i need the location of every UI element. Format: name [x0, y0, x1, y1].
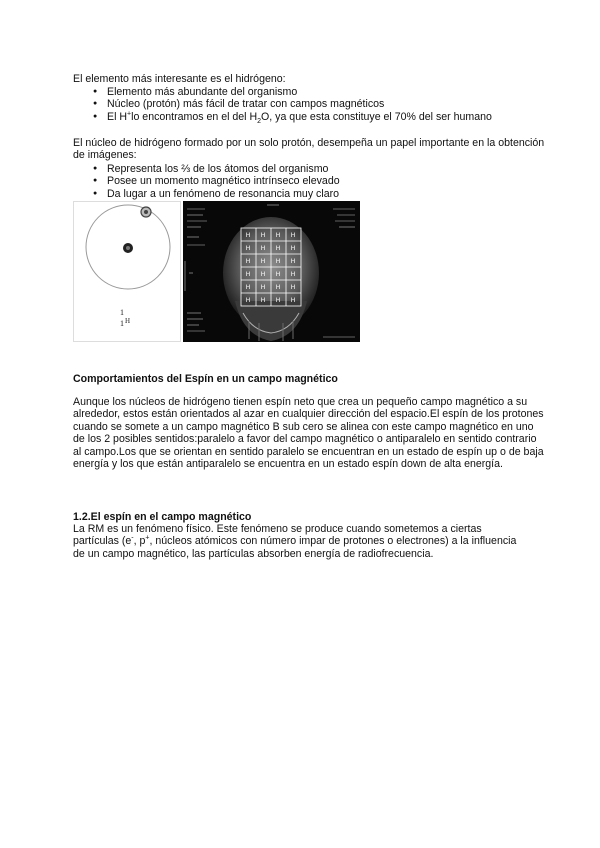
grid-label: H: [275, 245, 281, 252]
grid-label: H: [245, 284, 251, 291]
rm-body-paragraph: La RM es un fenómeno físico. Este fenómeno se produce cuando sometemos a ciertas partículas (e-, p+, núcleos atómicos con número impar de protones o electrones) a la influencia de un campo magnético, las partículas absorben energía de radiofrecuencia.: [73, 523, 517, 560]
atom-orbit-graphic: [74, 202, 182, 343]
section-heading-rm: 1.2.El espín en el campo magnético: [73, 511, 252, 523]
hydrogen-atom-diagram: [73, 201, 181, 342]
grid-label: H: [260, 258, 266, 265]
grid-label: H: [260, 245, 266, 252]
grid-label: H: [245, 271, 251, 278]
mri-brain-graphic: [183, 201, 360, 342]
grid-label: H: [275, 297, 281, 304]
hydrogen-bullet-list: [93, 86, 492, 123]
grid-label: H: [245, 245, 251, 252]
atom-label-symbol: H: [125, 317, 131, 325]
list-item: ● Posee un momento magnético intrínseco elevado: [93, 175, 340, 187]
grid-label: H: [275, 258, 281, 265]
spin-body-paragraph: Aunque los núcleos de hidrógeno tienen espín neto que crea un pequeño campo magnético a su alrededor, estos están orientados al azar en cualquier dirección del espacio.El espín de los protones cuando se somete a un campo magnético B sub cero se alinea con este campo magnético en uno de los 2 posibles sentidos:paralelo a favor del campo magnético o antiparalelo en sentido contrario al campo.Los que se orientan en sentido paralelo se encuentran en un estado de espín up o de baja energía y los que están antiparalelo se encuentra en un estado espín down de alta energía.: [73, 396, 544, 471]
hydrogen-figure: [73, 201, 360, 342]
grid-label: H: [260, 297, 266, 304]
grid-label: H: [290, 297, 296, 304]
list-item: ● Representa los ⅔ de los átomos del organismo: [93, 163, 340, 175]
grid-label: H: [260, 271, 266, 278]
grid-label: H: [290, 245, 296, 252]
grid-label: H: [290, 258, 296, 265]
grid-label: H: [290, 232, 296, 239]
list-item: ● Núcleo (protón) más fácil de tratar con campos magnéticos: [93, 98, 492, 110]
grid-label: H: [245, 232, 251, 239]
atom-label-top: 1: [120, 308, 124, 317]
grid-label: H: [245, 297, 251, 304]
list-item: ● Elemento más abundante del organismo: [93, 86, 492, 98]
section-heading-spin: Comportamientos del Espín en un campo magnético: [73, 373, 338, 385]
nucleus-paragraph: El núcleo de hidrógeno formado por un solo protón, desempeña un papel importante en la obtención de imágenes:: [73, 137, 545, 162]
list-item: ● El H+lo encontramos en el del $H_2O$, ya que esta constituye el 70% del ser humano: [93, 111, 492, 123]
intro-paragraph: El elemento más interesante es el hidrógeno:: [73, 73, 286, 85]
grid-label: H: [260, 232, 266, 239]
grid-label: H: [275, 284, 281, 291]
nucleus-bullet-list: [93, 163, 340, 200]
grid-label: H: [245, 258, 251, 265]
grid-label: H: [290, 284, 296, 291]
mri-scan-image: [183, 201, 360, 342]
grid-label: H: [275, 271, 281, 278]
list-item: ● Da lugar a un fenómeno de resonancia muy claro: [93, 188, 340, 200]
grid-label: H: [275, 232, 281, 239]
atom-label-bottom: 1: [120, 319, 124, 328]
grid-label: H: [260, 284, 266, 291]
grid-label: H: [290, 271, 296, 278]
